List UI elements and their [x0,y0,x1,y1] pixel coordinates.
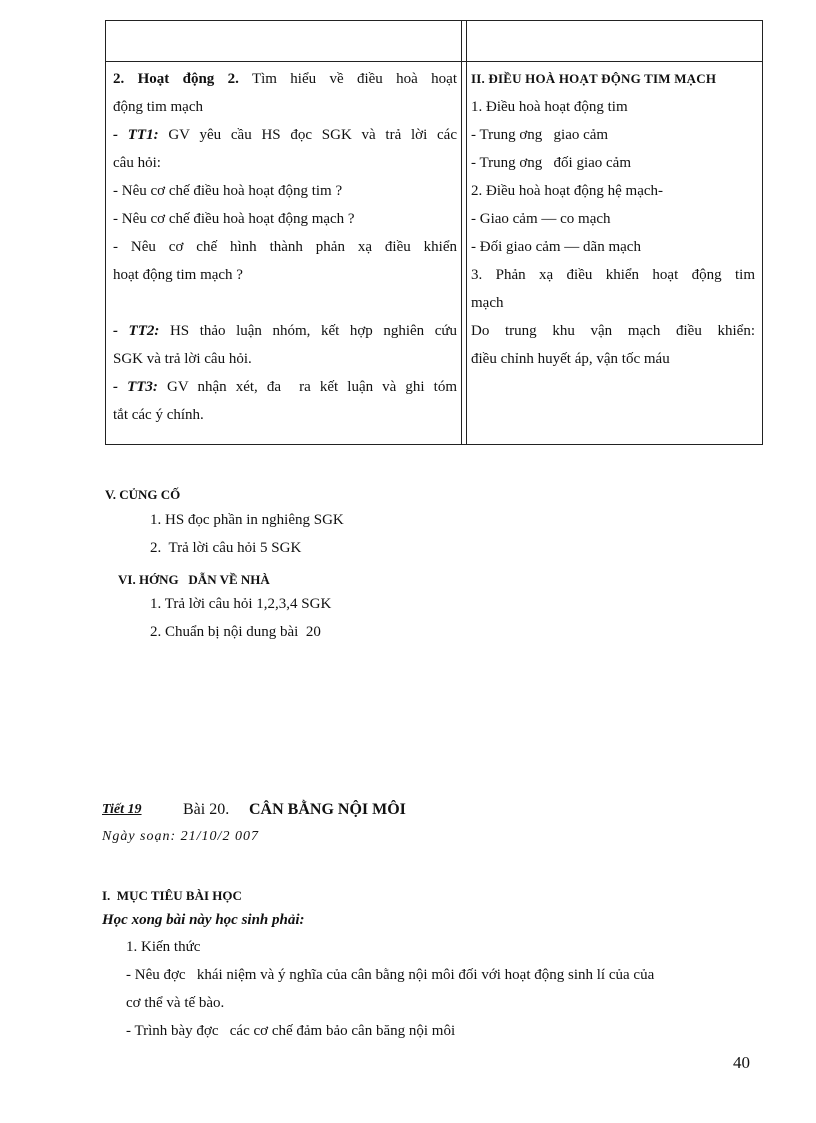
content-cell [471,65,755,373]
content-line: Do trung khu vận mạch điều khiển: [471,323,755,339]
content-line: 1. Điều hoà hoạt động tim [471,99,628,115]
table-header-row-divider [105,61,763,62]
section-v-item: 2. Trả lời câu hỏi 5 SGK [150,540,302,556]
content-line: 3. Phản xạ điều khiển hoạt động tim [471,267,755,283]
objectives-title: I. MỤC TIÊU BÀI HỌC [102,888,242,903]
activity-table [105,20,763,445]
section-v-item: 1. HS đọc phần in nghiêng SGK [150,512,344,528]
content-line: - Trung ơng đối giao cảm [471,155,632,171]
tt2-line: - TT2: HS thảo luận nhóm, kết hợp nghiên cứu [113,323,457,339]
content-line: - Đối giao cảm — dãn mạch [471,239,641,255]
tt3-line: - TT3: GV nhận xét, đa ra kết luận và ghi tóm [113,379,458,395]
section-vi-item: 1. Trả lời câu hỏi 1,2,3,4 SGK [150,596,332,612]
tt1-line: - TT1: GV yêu cầu HS đọc SGK và trả lời các [113,127,457,143]
content-line: - Giao cảm — co mạch [471,211,611,227]
lesson-period: Tiết 19 [102,802,142,817]
question-3-line-2: hoạt động tim mạch ? [113,267,243,283]
content-heading: II. ĐIỀU HOÀ HOẠT ĐỘNG TIM MẠCH [471,71,717,86]
blank-line [113,289,457,317]
table-column-divider [461,20,467,445]
content-line: điều chỉnh huyết áp, vận tốc máu [471,351,670,367]
objective-bullet-line-2: cơ thể và tế bào. [126,995,225,1011]
page-number: 40 [733,1053,750,1072]
tt1-line-2: câu hỏi: [113,155,161,171]
lesson-date: Ngày soạn: 21/10/2 007 [102,829,259,844]
content-line: - Trung ơng giao cảm [471,127,609,143]
objectives-intro: Học xong bài này học sinh phải: [102,912,305,928]
activity-heading-line: 2. Hoạt động 2. Tìm hiểu về điều hoà hoạt [113,71,457,87]
objective-bullet: - Nêu đợc khái niệm và ý nghĩa của cân bằng nội môi đối với hoạt động sinh lí của của [126,967,655,983]
section-vi-item: 2. Chuẩn bị nội dung bài 20 [150,624,321,640]
question-3: - Nêu cơ chế hình thành phản xạ điều khiển [113,239,457,255]
section-v-title: V. CỦNG CỐ [105,487,181,502]
content-line: 2. Điều hoà hoạt động hệ mạch- [471,183,664,199]
question-2: - Nêu cơ chế điều hoà hoạt động mạch ? [113,211,355,227]
question-1: - Nêu cơ chế điều hoà hoạt động tim ? [113,183,343,199]
lesson-number: Bài 20. [183,801,230,818]
tt2-line-2: SGK và trả lời câu hỏi. [113,351,252,367]
knowledge-heading: 1. Kiến thức [126,939,201,955]
section-vi-title: VI. HỚNG DẪN VỀ NHÀ [118,572,270,587]
teacher-student-activity-cell [113,65,457,429]
activity-heading-line-2: động tim mạch [113,99,203,115]
tt3-line-2: tắt các ý chính. [113,407,204,423]
content-line: mạch [471,295,504,311]
objective-bullet: - Trình bày đợc các cơ chế đảm bảo cân băng nội môi [126,1023,456,1039]
lesson-title: CÂN BẰNG NỘI MÔI [249,801,406,818]
